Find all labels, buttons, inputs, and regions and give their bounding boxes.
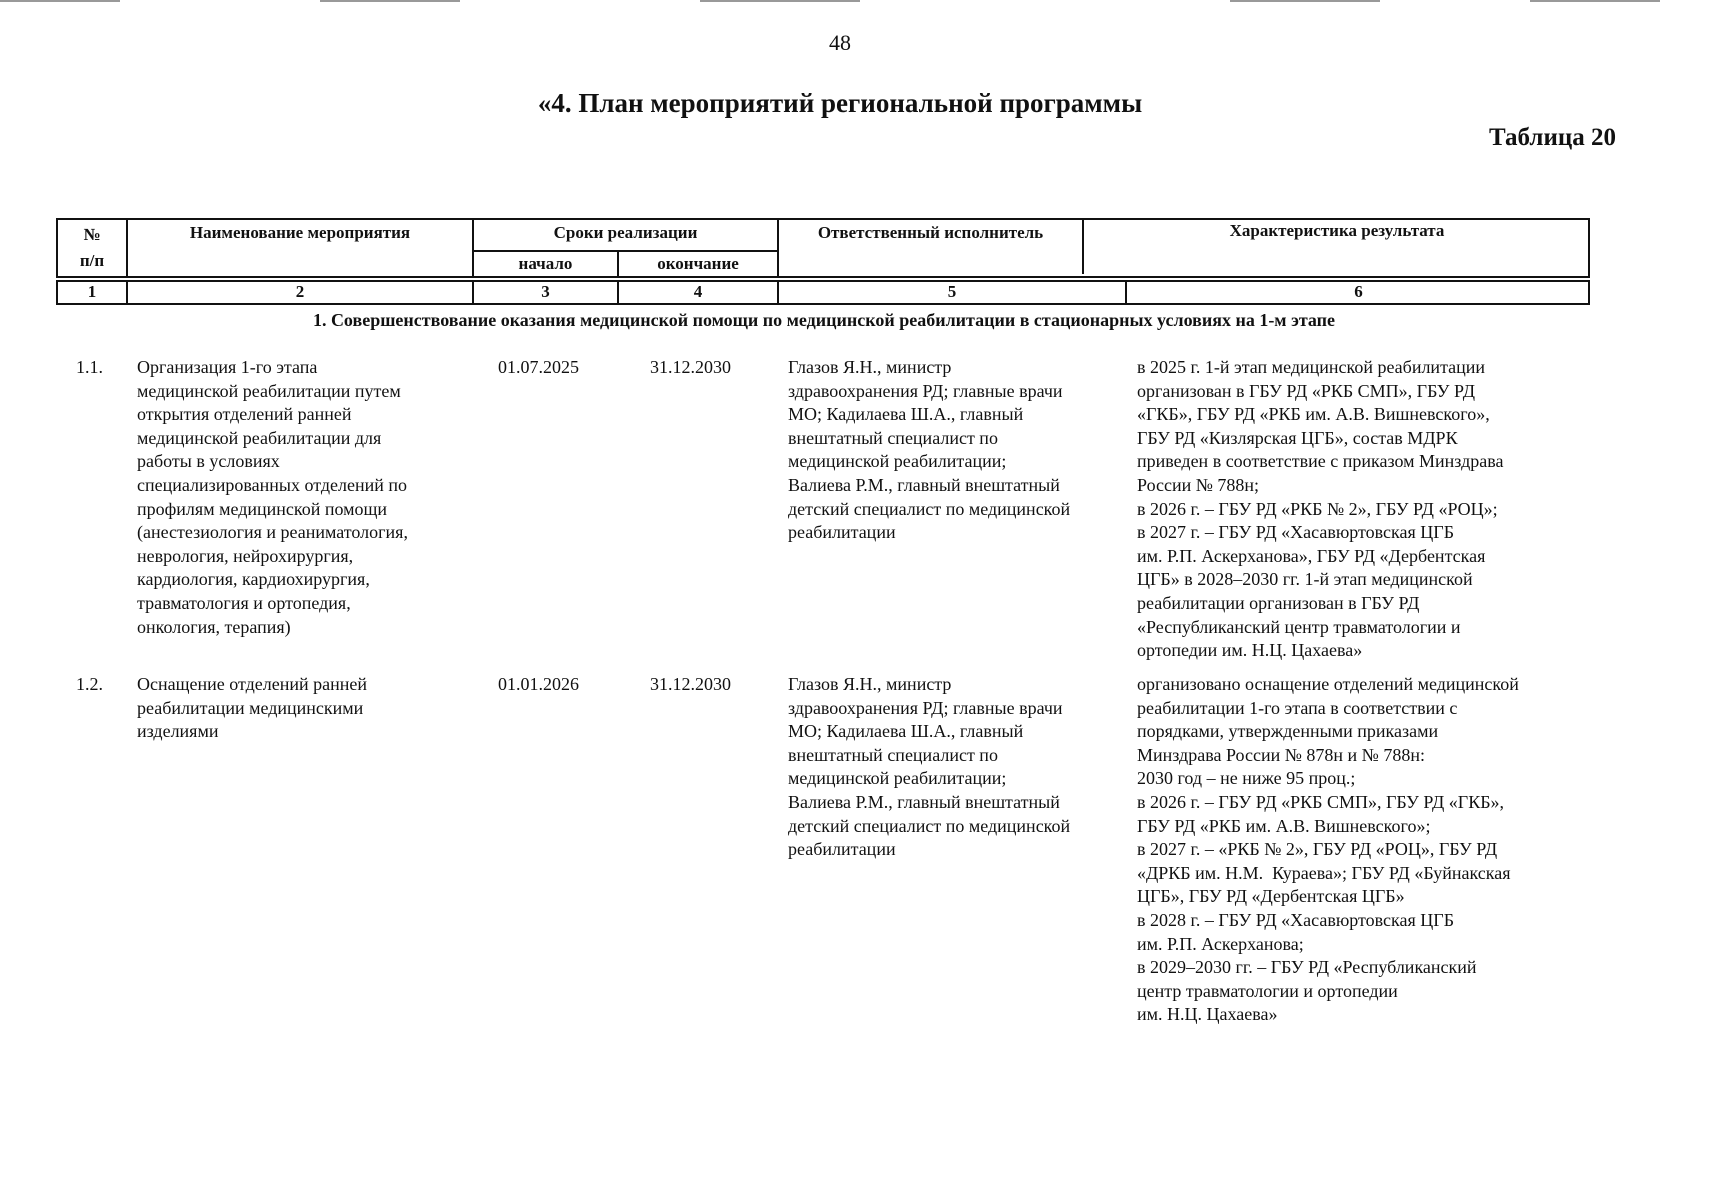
column-number: 3 bbox=[541, 282, 550, 301]
header-start: начало bbox=[518, 254, 573, 273]
header-num: № п/п bbox=[79, 225, 105, 270]
row-end-date: 31.12.2030 bbox=[650, 357, 731, 377]
header-end: окончание bbox=[657, 254, 739, 273]
header-period: Сроки реализации bbox=[553, 223, 698, 242]
row-start-date: 01.01.2026 bbox=[498, 674, 579, 694]
column-number: 5 bbox=[947, 282, 957, 301]
row-number: 1.1. bbox=[76, 357, 103, 377]
row-result: в 2025 г. 1-й этап медицинской реабилитации организован в ГБУ РД «РКБ СМП», ГБУ РД «ГКБ», ГБУ РД «РКБ им. А.В. Вишневского», ГБУ РД «Кизлярская ЦГБ», состав МДРК приведен в соответствие с приказом Минздрава России № 788н; в 2026 г. – ГБУ РД «РКБ № 2», ГБУ РД «РОЦ»; в 2027 г. – ГБУ РД «Хасавюртовская ЦГБ им. Р.П. Аскерханова», ГБУ РД «Дербентская ЦГБ» в 2028–2030 гг. 1-й этап медицинской реабилитации организован в ГБУ РД «Республиканский центр травматологии и ортопедии им. Н.Ц. Цахаева» bbox=[1137, 357, 1504, 661]
column-number: 2 bbox=[295, 282, 305, 301]
row-result: организовано оснащение отделений медицинской реабилитации 1-го этапа в соответствии с порядками, утвержденными приказами Минздрава России № 878н и № 788н: 2030 год – не ниже 95 проц.; в 2026 г. – ГБУ РД «РКБ СМП», ГБУ РД «ГКБ», ГБУ РД «РКБ им. А.В. Вишневского»; в 2027 г. – «РКБ № 2», ГБУ РД «РОЦ», ГБУ РД «ДРКБ им. Н.М. Кураева»; ГБУ РД «Буйнакская ЦГБ», ГБУ РД «Дербентская ЦГБ» в 2028 г. – ГБУ РД «Хасавюртовская ЦГБ им. Р.П. Аскерханова; в 2029–2030 гг. – ГБУ РД «Республиканский центр травматологии и ортопедии им. Н.Ц. Цахаева» bbox=[1137, 674, 1519, 1025]
row-end-date: 31.12.2030 bbox=[650, 674, 731, 694]
header-executor: Ответственный исполнитель bbox=[817, 223, 1044, 242]
row-executor: Глазов Я.Н., министр здравоохранения РД; главные врачи МО; Кадилаева Ш.А., главный внештатный специалист по медицинской реабилитации; Валиева Р.М., главный внештатный детский специалист по медицинской реабилитации bbox=[788, 357, 1071, 543]
section-heading: 1. Совершенствование оказания медицинской помощи по медицинской реабилитации в стационарных условиях на 1-м этапе bbox=[312, 310, 1336, 330]
table-label: Таблица 20 bbox=[1488, 124, 1616, 151]
header-name: Наименование мероприятия bbox=[189, 223, 411, 242]
column-number: 6 bbox=[1354, 282, 1363, 301]
document-title: «4. План мероприятий региональной программы bbox=[537, 88, 1143, 118]
row-number: 1.2. bbox=[76, 674, 103, 694]
row-activity-name: Организация 1-го этапа медицинской реабилитации путем открытия отделений ранней медицинской реабилитации для работы в условиях специализированных отделений по профилям медицинской помощи (анестезиология и реаниматология, неврология, нейрохирургия, кардиология, кардиохирургия, травматология и ортопедия, онкология, терапия) bbox=[137, 357, 408, 637]
row-start-date: 01.07.2025 bbox=[498, 357, 579, 377]
page-number: 48 bbox=[829, 30, 851, 55]
column-number: 4 bbox=[693, 282, 703, 301]
row-executor: Глазов Я.Н., министр здравоохранения РД; главные врачи МО; Кадилаева Ш.А., главный внештатный специалист по медицинской реабилитации; Валиева Р.М., главный внештатный детский специалист по медицинской реабилитации bbox=[788, 674, 1071, 860]
row-activity-name: Оснащение отделений ранней реабилитации медицинскими изделиями bbox=[137, 674, 368, 742]
header-result: Характеристика результата bbox=[1229, 221, 1445, 240]
column-number: 1 bbox=[87, 282, 97, 301]
